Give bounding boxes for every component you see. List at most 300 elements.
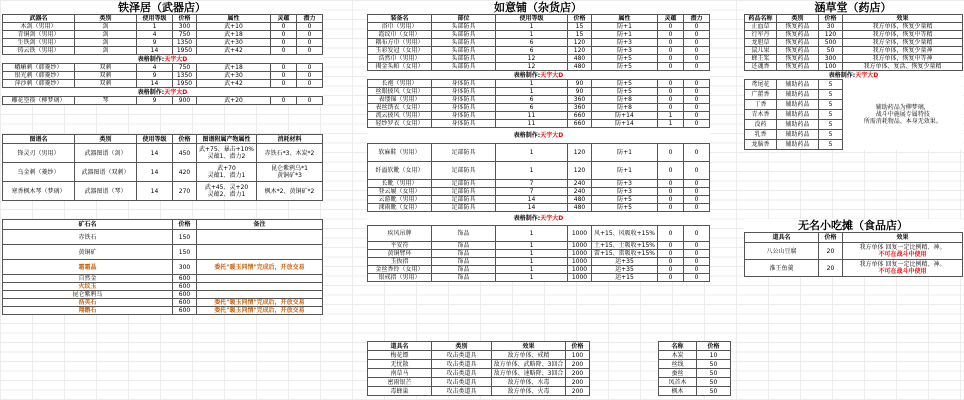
snack-warning: 不可在战斗中使用 xyxy=(878,251,927,258)
ore-name: 自然金 xyxy=(3,275,173,283)
table-cell: 南草马 xyxy=(368,369,432,378)
table-cell: 头部防具 xyxy=(432,47,496,55)
table-row xyxy=(368,104,710,112)
table-cell: 身体防具 xyxy=(432,112,496,120)
table-cell: 饰品 xyxy=(432,266,496,274)
table-row xyxy=(368,250,710,258)
table-cell: 我方单体，恢复少量神 xyxy=(843,47,963,55)
table-cell: 0 xyxy=(684,274,710,282)
table-cell: 风+15、风吸收+15% xyxy=(592,226,658,242)
table-row xyxy=(368,258,710,266)
ore-price: 150 xyxy=(173,230,197,245)
table-cell: 0 xyxy=(658,196,684,204)
credit-note-row xyxy=(745,71,963,80)
table-cell: 0 xyxy=(271,72,297,80)
table-cell: 运+35 xyxy=(592,258,658,266)
table-row xyxy=(368,162,710,180)
table-row xyxy=(659,369,731,378)
table-cell: 200 xyxy=(566,387,590,396)
table-cell: 双刺 xyxy=(75,80,137,88)
header-row xyxy=(745,233,963,243)
ore-note xyxy=(197,275,323,283)
table-cell: 120 xyxy=(568,47,592,55)
table-cell: 防+1 xyxy=(592,144,658,162)
table-cell: 0 xyxy=(658,39,684,47)
table-cell: 90 xyxy=(568,80,592,88)
table-cell: 恢复药品 xyxy=(777,23,819,31)
table-cell: 480 xyxy=(568,196,592,204)
table-cell: 0 xyxy=(684,47,710,55)
table-cell: 辅助药品 xyxy=(777,140,819,150)
table-row xyxy=(368,387,590,396)
table-cell: 0 xyxy=(658,144,684,162)
credit-label: 表格制作: xyxy=(137,88,165,96)
table-cell: 头部防具 xyxy=(432,23,496,31)
credit-author: 天宇大D xyxy=(540,132,564,139)
snack-effect-text: 我方单体 回复一定比例精、神。 xyxy=(859,261,946,268)
table-cell: 0 xyxy=(658,96,684,104)
table-cell: 身体防具 xyxy=(432,80,496,88)
table-cell: 0 xyxy=(684,242,710,250)
table-cell: 防+14 xyxy=(592,112,658,120)
column-header: 价格 xyxy=(819,15,843,23)
table-cell: 120 xyxy=(568,162,592,180)
table-cell: 恢复药品 xyxy=(777,31,819,39)
herb-shop-title: 涵草堂（药店） xyxy=(814,1,892,14)
header-row xyxy=(3,220,323,230)
ore-price: 600 xyxy=(173,307,197,315)
table-cell: 防+3 xyxy=(592,188,658,196)
table-cell: 660 xyxy=(568,120,592,128)
table-row xyxy=(368,180,710,188)
table-cell: 1 xyxy=(658,120,684,128)
table-cell: 耦布方巾（男用） xyxy=(368,39,432,47)
table-cell: 青铜剑（男用） xyxy=(3,31,75,39)
table-cell: 木炭 xyxy=(659,351,697,360)
table-row xyxy=(368,204,710,212)
table-cell: 100 xyxy=(566,351,590,360)
table-cell: 0 xyxy=(684,226,710,242)
table-cell: 480 xyxy=(568,204,592,212)
table-cell: 云游靴（男用） xyxy=(368,196,432,204)
table-cell: 没药 xyxy=(745,120,777,130)
table-cell: 0 xyxy=(271,64,297,72)
table-cell: 鼠儿果 xyxy=(745,47,777,55)
table-row xyxy=(368,39,710,47)
ore-name: 黄铜矿 xyxy=(3,245,173,260)
table-cell: 50 xyxy=(697,360,731,369)
table-row xyxy=(368,31,710,39)
ore-note xyxy=(197,230,323,245)
table-cell: 峨嵋刺（韩菱纱） xyxy=(3,64,75,72)
table-cell: 我方单体、复活、恢复少量精 xyxy=(843,63,963,71)
table-cell: 头部防具 xyxy=(432,63,496,71)
credit-note xyxy=(368,128,710,144)
table-row xyxy=(368,242,710,250)
table-cell: 270 xyxy=(173,182,197,201)
herb-shop-table xyxy=(744,1,962,150)
table-cell: 0 xyxy=(297,39,323,47)
table-cell: 200 xyxy=(566,369,590,378)
table-cell: 1 xyxy=(496,226,568,242)
table-row xyxy=(368,196,710,204)
table-cell: 流云披风（男用） xyxy=(368,112,432,120)
ore-row xyxy=(3,291,323,299)
table-cell: 240 xyxy=(568,188,592,196)
ore-note: 委托"暖玉同情"完成后，开放交易 xyxy=(197,307,323,315)
column-header: 图谱名 xyxy=(3,135,75,144)
table-cell: 11 xyxy=(496,112,568,120)
table-cell: 凤首木 xyxy=(659,378,697,387)
column-header: 属性 xyxy=(197,15,271,23)
table-cell: 足部防具 xyxy=(432,188,496,196)
table-cell: 0 xyxy=(297,31,323,39)
table-cell: 雷+15、雷吸收+15% xyxy=(592,250,658,258)
column-header: 类别 xyxy=(432,342,492,351)
table-cell: 武器图谱（琴） xyxy=(75,182,137,201)
snack-price: 20 xyxy=(819,243,843,260)
table-cell: 0 xyxy=(658,55,684,63)
table-cell: 辅助药品 xyxy=(777,100,819,110)
table-cell: 300 xyxy=(173,23,197,31)
table-cell: 0 xyxy=(297,47,323,55)
table-cell: 4 xyxy=(137,31,173,39)
table-cell: 辅助药品 xyxy=(777,130,819,140)
table-cell: 辅助药品 xyxy=(777,90,819,100)
header-row xyxy=(368,342,590,351)
table-cell: 蜂王浆 xyxy=(745,55,777,63)
ore-row xyxy=(3,245,323,260)
table-cell: 枫木*2、黄铜矿*2 xyxy=(257,182,323,201)
table-cell: 头部防具 xyxy=(432,31,496,39)
table-cell: 5 xyxy=(819,90,843,100)
table-cell: 饰品 xyxy=(432,226,496,242)
table-cell: 0 xyxy=(658,162,684,180)
credit-note-row xyxy=(368,71,710,80)
snack-price: 20 xyxy=(819,260,843,277)
table-cell: 丁香 xyxy=(745,100,777,110)
table-row xyxy=(368,266,710,274)
table-cell: 剑 xyxy=(75,39,137,47)
credit-note xyxy=(3,88,323,97)
table-cell: 武器图谱（剑） xyxy=(75,144,137,163)
table-cell: 萍沙刺（韩菱纱） xyxy=(3,80,75,88)
table-cell: 360 xyxy=(568,104,592,112)
table-cell: 武+70 灵蕴1、潜力1 xyxy=(197,163,257,182)
table-row xyxy=(3,80,323,88)
table-cell: 1000 xyxy=(568,250,592,258)
table-cell: 双刺 xyxy=(75,64,137,72)
table-cell: 青木香 xyxy=(745,110,777,120)
table-cell: 我方单体，恢复少量精 xyxy=(843,23,963,31)
ore-note: 委托"暖玉同情"完成后，开放交易 xyxy=(197,299,323,307)
table-cell: 玉彩发冠（女用） xyxy=(368,47,432,55)
table-cell: 1 xyxy=(496,162,568,180)
table-cell: 疾风吊牌 xyxy=(368,226,432,242)
table-cell: 武+18 xyxy=(197,64,271,72)
table-cell: 15 xyxy=(568,31,592,39)
ore-note xyxy=(197,283,323,291)
ore-price: 600 xyxy=(173,299,197,307)
table-cell: 420 xyxy=(173,163,197,182)
table-cell: 500 xyxy=(819,39,843,47)
table-cell: 1 xyxy=(496,266,568,274)
column-header: 消耗材料 xyxy=(257,135,323,144)
table-cell: 木剑（男用） xyxy=(3,23,75,31)
table-row xyxy=(3,31,323,39)
table-cell: 0 xyxy=(684,39,710,47)
table-cell: 1 xyxy=(496,88,568,96)
table-cell: 14 xyxy=(137,47,173,55)
table-cell: 1 xyxy=(137,23,173,31)
table-cell: 450 xyxy=(173,144,197,163)
table-cell: 梅花镖 xyxy=(368,351,432,360)
table-cell: 武+18 xyxy=(197,31,271,39)
column-header: 价格 xyxy=(173,135,197,144)
table-cell: 黄铜臂环 xyxy=(368,250,432,258)
table-cell: 浩然巾（男用） xyxy=(368,55,432,63)
header-row xyxy=(3,15,323,23)
table-cell: 0 xyxy=(658,31,684,39)
ore-note xyxy=(197,245,323,260)
table-row xyxy=(3,97,323,105)
table-cell: 14 xyxy=(137,163,173,182)
table-cell: 750 xyxy=(173,64,197,72)
ore-table xyxy=(2,219,322,315)
table-row xyxy=(659,360,731,369)
table-cell: 银光刺（韩菱纱） xyxy=(3,72,75,80)
table-cell: 武+30 xyxy=(197,39,271,47)
table-cell: 0 xyxy=(658,63,684,71)
credit-note-row xyxy=(368,128,710,144)
table-row xyxy=(368,226,710,242)
table-cell: 足部防具 xyxy=(432,196,496,204)
table-row xyxy=(368,23,710,31)
table-cell: 0 xyxy=(658,266,684,274)
table-cell: 0 xyxy=(684,162,710,180)
table-cell: 1 xyxy=(496,80,568,88)
table-cell: 1000 xyxy=(568,258,592,266)
table-cell: 昆仑紫鸦乌*1 黄铜矿*3 xyxy=(257,163,323,182)
material-shop-table xyxy=(658,341,730,396)
item-shop-table xyxy=(367,341,589,396)
table-cell: 身体防具 xyxy=(432,96,496,104)
table-row xyxy=(745,31,963,39)
table-cell: 6 xyxy=(496,39,568,47)
table-cell: 0 xyxy=(684,23,710,31)
credit-note-row xyxy=(368,212,710,226)
table-cell: 武+10 xyxy=(197,23,271,31)
ore-row xyxy=(3,299,323,307)
credit-note xyxy=(368,71,710,80)
table-cell: 0 xyxy=(658,242,684,250)
ore-row xyxy=(3,260,323,275)
recipe-row xyxy=(3,182,323,201)
table-cell: 双刺 xyxy=(75,72,137,80)
table-cell: 0 xyxy=(684,180,710,188)
snack-row xyxy=(745,260,963,277)
table-cell: 0 xyxy=(684,196,710,204)
column-header: 价格 xyxy=(819,233,843,243)
table-cell: 辅助药品 xyxy=(777,80,819,90)
table-cell: 0 xyxy=(297,64,323,72)
table-cell: 4 xyxy=(137,64,173,72)
table-cell: 敌方单体、武略降、3回合 xyxy=(492,360,566,369)
table-cell: 防+14 xyxy=(592,120,658,128)
table-cell: 饰品 xyxy=(432,274,496,282)
table-row xyxy=(368,378,590,387)
table-cell: 琴 xyxy=(75,97,137,105)
table-cell: 表丝绣衣（女用） xyxy=(368,104,432,112)
table-cell: 无忧散 xyxy=(368,360,432,369)
gear-shop-table xyxy=(367,1,709,282)
credit-label: 表格制作: xyxy=(513,132,541,139)
table-cell: 辅助药品 xyxy=(777,120,819,130)
snack-effect xyxy=(843,260,963,277)
credit-label: 表格制作: xyxy=(513,71,541,79)
table-cell: 雕花箜篌（柳梦璃） xyxy=(3,97,75,105)
table-row xyxy=(745,39,963,47)
table-cell: 涑雨靴（女用） xyxy=(368,204,432,212)
table-cell: 防+5 xyxy=(592,88,658,96)
table-row xyxy=(745,55,963,63)
table-row xyxy=(368,63,710,71)
gear-shop-title: 如意铺（杂货店） xyxy=(494,1,582,14)
column-header: 类别 xyxy=(75,135,137,144)
table-cell: 身体防具 xyxy=(432,88,496,96)
table-cell: 毒蜂巢 xyxy=(368,387,432,396)
ore-note xyxy=(197,291,323,299)
table-cell: 0 xyxy=(658,80,684,88)
credit-author: 天宇大D xyxy=(540,215,564,222)
column-header: 类别 xyxy=(777,15,819,23)
table-cell: 0 xyxy=(297,97,323,105)
table-cell: 防+8 xyxy=(592,104,658,112)
table-cell: 足部防具 xyxy=(432,204,496,212)
header-row xyxy=(3,135,323,144)
table-cell: 我方单体，恢复中等神 xyxy=(843,55,963,63)
table-cell: 5 xyxy=(819,120,843,130)
credit-note-row xyxy=(3,55,323,64)
table-cell: 0 xyxy=(271,39,297,47)
table-cell: 0 xyxy=(658,88,684,96)
column-header: 武器名 xyxy=(3,15,75,23)
table-cell: 0 xyxy=(271,97,297,105)
table-cell: 9 xyxy=(137,72,173,80)
header-row xyxy=(659,342,731,351)
table-cell: 9 xyxy=(137,97,173,105)
column-header: 属性 xyxy=(592,15,658,23)
column-header: 价格 xyxy=(173,220,197,230)
table-cell: 0 xyxy=(271,47,297,55)
table-cell: 饰品 xyxy=(432,258,496,266)
table-cell: 足部防具 xyxy=(432,162,496,180)
table-cell: 乳香 xyxy=(745,130,777,140)
table-cell: 枫木 xyxy=(659,387,697,396)
table-cell: 15 xyxy=(568,23,592,31)
credit-note-row xyxy=(3,88,323,97)
table-cell: 14 xyxy=(496,196,568,204)
table-cell: 防+5 xyxy=(592,204,658,212)
column-header: 使用等级 xyxy=(137,135,173,144)
table-cell: 6 xyxy=(496,104,568,112)
table-cell: 7 xyxy=(496,180,568,188)
snack-name: 淮王鱼羹 xyxy=(745,260,819,277)
table-cell: 剑 xyxy=(75,47,137,55)
ore-price: 600 xyxy=(173,275,197,283)
table-cell: 0 xyxy=(684,266,710,274)
table-cell: 足部防具 xyxy=(432,144,496,162)
column-header: 道具名 xyxy=(368,342,432,351)
table-cell: 0 xyxy=(271,31,297,39)
recipe-table xyxy=(2,134,322,201)
table-cell: 0 xyxy=(684,96,710,104)
table-cell: 14 xyxy=(496,204,568,212)
table-cell: 480 xyxy=(568,55,592,63)
table-cell: 1 xyxy=(658,112,684,120)
ore-price: 300 xyxy=(173,260,197,275)
table-cell: 1350 xyxy=(173,72,197,80)
column-header: 图谱附属产物属性 xyxy=(197,135,257,144)
table-cell: 1950 xyxy=(173,80,197,88)
credit-label: 表格制作: xyxy=(828,71,856,79)
table-cell: 平安符 xyxy=(368,242,432,250)
snack-effect-text: 我方单体 回复一定比例精、神。 xyxy=(859,244,946,251)
table-cell: 0 xyxy=(684,55,710,63)
credit-author: 天宇大D xyxy=(540,71,564,79)
table-cell: 寒香枫木琴（梦璃） xyxy=(3,182,75,201)
recipe-row xyxy=(3,144,323,163)
table-cell: 1 xyxy=(496,23,568,31)
table-cell: 龙脑香 xyxy=(745,140,777,150)
table-cell: 7 xyxy=(496,188,568,196)
table-cell: 0 xyxy=(684,258,710,266)
table-cell: 300 xyxy=(819,55,843,63)
snack-shop-table xyxy=(744,219,962,277)
table-cell: 50 xyxy=(697,387,731,396)
table-cell: 攻击类道具 xyxy=(432,387,492,396)
column-header: 使用等级 xyxy=(137,15,173,23)
table-cell: 120 xyxy=(568,144,592,162)
table-cell: 0 xyxy=(684,31,710,39)
table-cell: 120 xyxy=(568,39,592,47)
credit-author: 天宇大D xyxy=(164,55,188,63)
table-cell: 止血草 xyxy=(745,23,777,31)
table-cell: 480 xyxy=(568,63,592,71)
ore-price: 150 xyxy=(173,245,197,260)
table-cell: 武+30 xyxy=(197,72,271,80)
table-cell: 霞纹巾（女用） xyxy=(368,31,432,39)
table-cell: 攻击类道具 xyxy=(432,369,492,378)
table-cell: 360 xyxy=(568,96,592,104)
table-cell: 浴巾（男用） xyxy=(368,23,432,31)
ore-price: 600 xyxy=(173,283,197,291)
table-cell: 武器图谱（双刺） xyxy=(75,163,137,182)
table-cell: 防+3 xyxy=(592,39,658,47)
table-cell: 6 xyxy=(496,96,568,104)
column-header: 价格 xyxy=(697,342,731,351)
table-cell: 14 xyxy=(137,80,173,88)
table-cell: 广藿香 xyxy=(745,90,777,100)
table-cell: 1 xyxy=(496,144,568,162)
table-cell: 0 xyxy=(658,188,684,196)
table-cell: 1950 xyxy=(173,47,197,55)
snack-effect xyxy=(843,243,963,260)
table-cell: 饰品 xyxy=(432,250,496,258)
column-header: 药品名称 xyxy=(745,15,777,23)
table-cell: 0 xyxy=(684,112,710,120)
column-header: 潜力 xyxy=(684,15,710,23)
